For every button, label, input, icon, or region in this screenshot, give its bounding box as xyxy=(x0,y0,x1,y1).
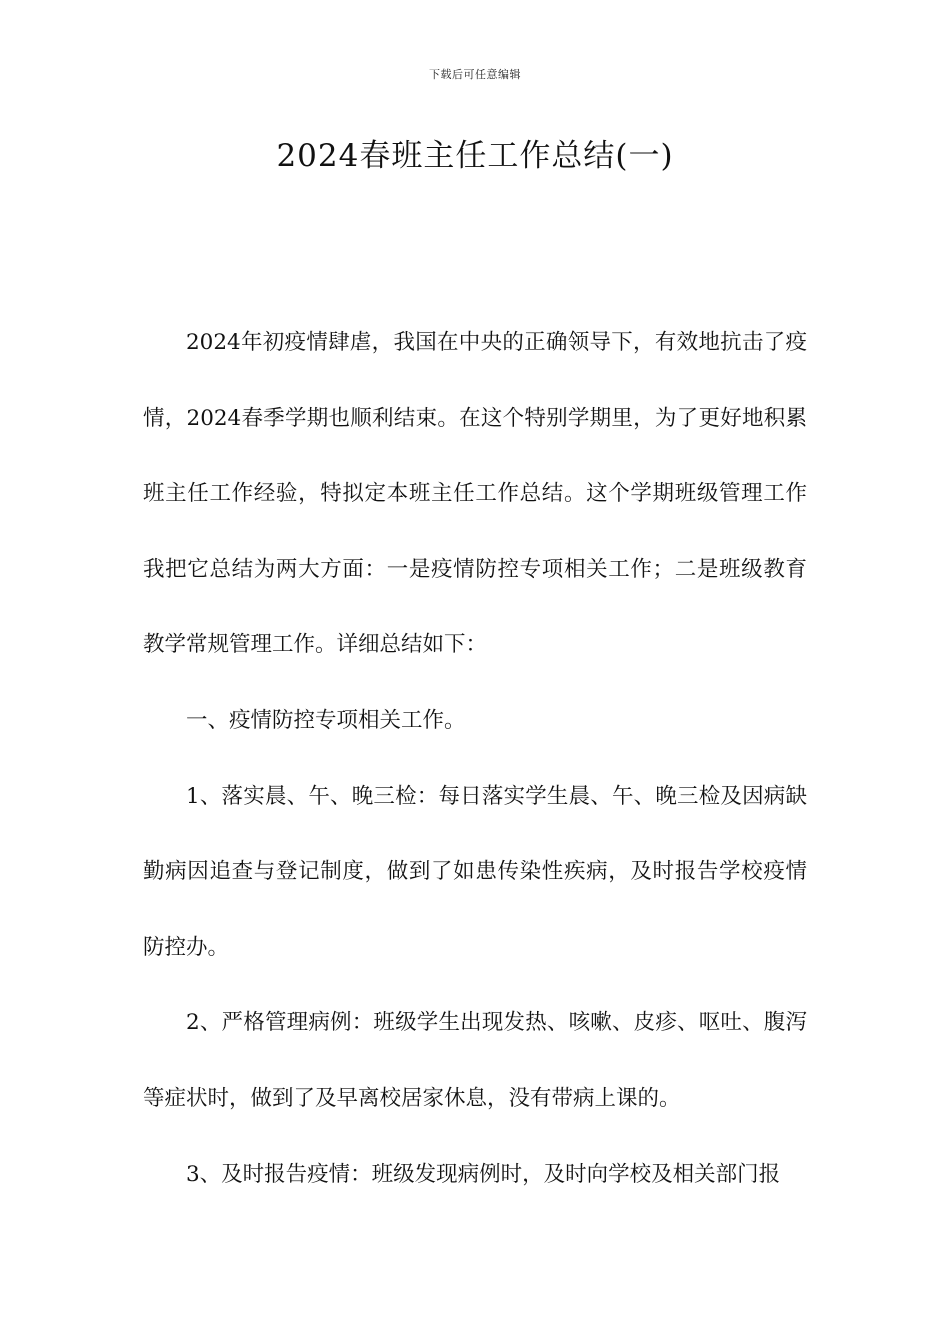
body-paragraph-item-2: 2、严格管理病例：班级学生出现发热、咳嗽、皮疹、呕吐、腹泻等症状时，做到了及早离校居家休息，没有带病上课的。 xyxy=(143,1010,807,1111)
document-body xyxy=(143,305,807,1212)
body-paragraph-item-3: 3、及时报告疫情：班级发现病例时，及时向学校及相关部门报 xyxy=(186,1161,781,1187)
body-paragraph-intro: 2024年初疫情肆虐，我国在中央的正确领导下，有效地抗击了疫情，2024春季学期也顺利结束。在这个特别学期里，为了更好地积累班主任工作经验，特拟定本班主任工作总结。这个学期班级管理工作我把它总结为两大方面：一是疫情防控专项相关工作；二是班级教育教学常规管理工作。详细总结如下： xyxy=(143,330,807,658)
section-heading-epidemic: 一、疫情防控专项相关工作。 xyxy=(186,707,466,733)
header-note: 下载后可任意编辑 xyxy=(429,68,521,81)
body-paragraph-item-1: 1、落实晨、午、晚三检：每日落实学生晨、午、晚三检及因病缺勤病因追查与登记制度，做到了如患传染性疾病，及时报告学校疫情防控办。 xyxy=(143,783,807,960)
document-title: 2024春班主任工作总结(一) xyxy=(276,138,674,174)
